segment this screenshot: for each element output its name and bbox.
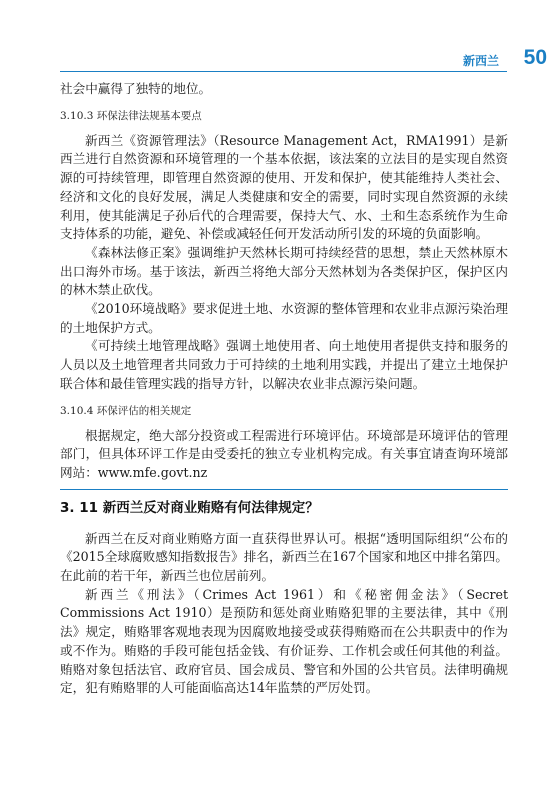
section-divider <box>60 489 508 490</box>
paragraph-transparency: 新西兰在反对商业贿赂方面一直获得世界认可。根据“透明国际组织“公布的《2015全球腐败感知指数报告》排名，新西兰在167个国家和地区中排名第四。在此前的若干年，新西兰也位居前列。 <box>60 530 508 584</box>
header-country-label: 新西兰 <box>462 54 499 68</box>
paragraph-rma: 新西兰《资源管理法》（Resource Management Act，RMA1991）是新西兰进行自然资源和环境管理的一个基本依据，该法案的立法目的是实现自然资源的可持续管理，即管理自然资源的使用、开发和保护，使其能维持人类社会、经济和文化的良好发展，满足人类健康和安全的需要，同时实现自然资源的永续利用，使其能满足子孙后代的合理需要，保持大气、水、土和生态系统作为生命支持体系的功能，避免、补偿或减轻任何开发活动所引发的环境的负面影响。 <box>60 132 508 242</box>
paragraph-crimes-act: 新西兰《刑法》（Crimes Act 1961）和《秘密佣金法》（Secret Commissions Act 1910）是预防和惩处商业贿赂犯罪的主要法律，其中《刑法》规定，贿赂罪客观地表现为因腐败地接受或获得贿赂而在公共职责中的作为或不作为。贿赂的手段可能包括金钱、有价证券、工作机会或任何其他的利益。贿赂对象包括法官、政府官员、国会成员、警官和外国的公共官员。法律明确规定，犯有贿赂罪的人可能面临高达14年监禁的严厉处罚。 <box>60 586 508 696</box>
paragraph-forest-act: 《森林法修正案》强调维护天然林长期可持续经营的思想，禁止天然林原木出口海外市场。基于该法，新西兰将绝大部分天然林划为各类保护区，保护区内的林木禁止砍伐。 <box>60 244 508 298</box>
page-body <box>60 80 508 698</box>
subsection-heading-3-10-3: 3.10.3 环保法律法规基本要点 <box>60 109 202 122</box>
page-number: 50 <box>523 46 547 69</box>
paragraph-2010-strategy: 《2010环境战略》要求促进土地、水资源的整体管理和农业非点源污染治理的土地保护方式。 <box>60 301 508 335</box>
header-divider <box>60 71 507 72</box>
section-heading-3-11: 3. 11 新西兰反对商业贿赂有何法律规定？ <box>60 499 319 516</box>
paragraph-land-strategy: 《可持续土地管理战略》强调土地使用者、向土地使用者提供支持和服务的人员以及土地管理者共同致力于可持续的土地利用实践，并提出了建立土地保护联合体和最佳管理实践的指导方针，以解决农业非点源污染问题。 <box>60 338 508 391</box>
paragraph-continuation: 社会中赢得了独特的地位。 <box>60 81 212 96</box>
subsection-heading-3-10-4: 3.10.4 环保评估的相关规定 <box>60 404 192 417</box>
paragraph-assessment: 根据规定，绝大部分投资或工程需进行环境评估。环境部是环境评估的管理部门，但具体环评工作是由受委托的独立专业机构完成。有关事宜请查询环境部网站：www.mfe.govt.nz <box>60 427 508 480</box>
